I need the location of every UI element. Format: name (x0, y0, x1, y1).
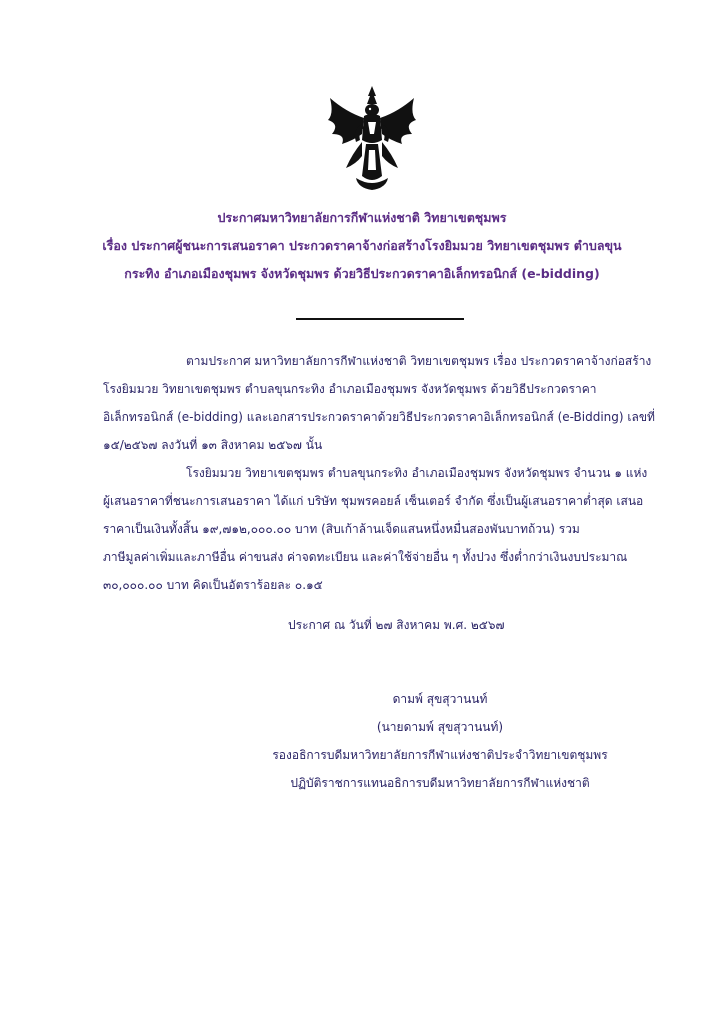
announcement-subject-line-2: กระทิง อำเภอเมืองชุมพร จังหวัดชุมพร ด้วยวิธีประกวดราคาอิเล็กทรอนิกส์ (e-bidding) (124, 266, 600, 281)
paragraph-1-line-4: ๑๕/๒๕๖๗ ลงวันที่ ๑๓ สิงหาคม ๒๕๖๗ นั้น (103, 438, 323, 452)
signatory-full-name: (นายดามพ์ สุขสุวานนท์) (376, 720, 504, 734)
signatory-acting-for: ปฏิบัติราชการแทนอธิการบดีมหาวิทยาลัยการกีฬาแห่งชาติ (290, 776, 590, 790)
paragraph-1-line-1: ตามประกาศ มหาวิทยาลัยการกีฬาแห่งชาติ วิทยาเขตชุมพร เรื่อง ประกวดราคาจ้างก่อสร้าง (186, 354, 652, 368)
paragraph-2-line-2: ผู้เสนอราคาที่ชนะการเสนอราคา ได้แก่ บริษัท ชุมพรคอยล์ เซ็นเตอร์ จำกัด ซึ่งเป็นผู้เสนอราคาต่ำสุด เสนอ (103, 494, 644, 508)
paragraph-2-line-4: ภาษีมูลค่าเพิ่มและภาษีอื่น ค่าขนส่ง ค่าจดทะเบียน และค่าใช้จ่ายอื่น ๆ ทั้งปวง ซึ่งต่ำกว่าเงินงบประมาณ (103, 550, 628, 564)
signature-name: ดามพ์ สุขสุวานนท์ (392, 692, 488, 706)
paragraph-1-line-2: โรงยิมมวย วิทยาเขตชุมพร ตำบลขุนกระทิง อำเภอเมืองชุมพร จังหวัดชุมพร ด้วยวิธีประกวดราคา (103, 382, 597, 396)
signatory-position: รองอธิการบดีมหาวิทยาลัยการกีฬาแห่งชาติประจำวิทยาเขตชุมพร (272, 748, 608, 762)
announcement-subject-line-1: เรื่อง ประกาศผู้ชนะการเสนอราคา ประกวดราคาจ้างก่อสร้างโรงยิมมวย วิทยาเขตชุมพร ตำบลขุน (102, 238, 622, 253)
paragraph-2-line-5: ๓๐,๐๐๐.๐๐ บาท คิดเป็นอัตราร้อยละ ๐.๑๕ (103, 578, 323, 592)
announcement-title: ประกาศมหาวิทยาลัยการกีฬาแห่งชาติ วิทยาเขตชุมพร (217, 210, 507, 225)
paragraph-1-line-3: อิเล็กทรอนิกส์ (e-bidding) และเอกสารประกวดราคาด้วยวิธีประกวดราคาอิเล็กทรอนิกส์ (e-Bidding) เลขที่ (103, 410, 655, 424)
title-divider (296, 318, 464, 320)
announcement-date: ประกาศ ณ วันที่ ๒๗ สิงหาคม พ.ศ. ๒๕๖๗ (288, 618, 505, 632)
paragraph-2-line-3: ราคาเป็นเงินทั้งสิ้น ๑๙,๗๑๒,๐๐๐.๐๐ บาท (สิบเก้าล้านเจ็ดแสนหนึ่งหมื่นสองพันบาทถ้วน) รวม (103, 522, 580, 536)
garuda-emblem-icon (322, 84, 422, 192)
paragraph-2-line-1: โรงยิมมวย วิทยาเขตชุมพร ตำบลขุนกระทิง อำเภอเมืองชุมพร จังหวัดชุมพร จำนวน ๑ แห่ง (186, 466, 648, 480)
